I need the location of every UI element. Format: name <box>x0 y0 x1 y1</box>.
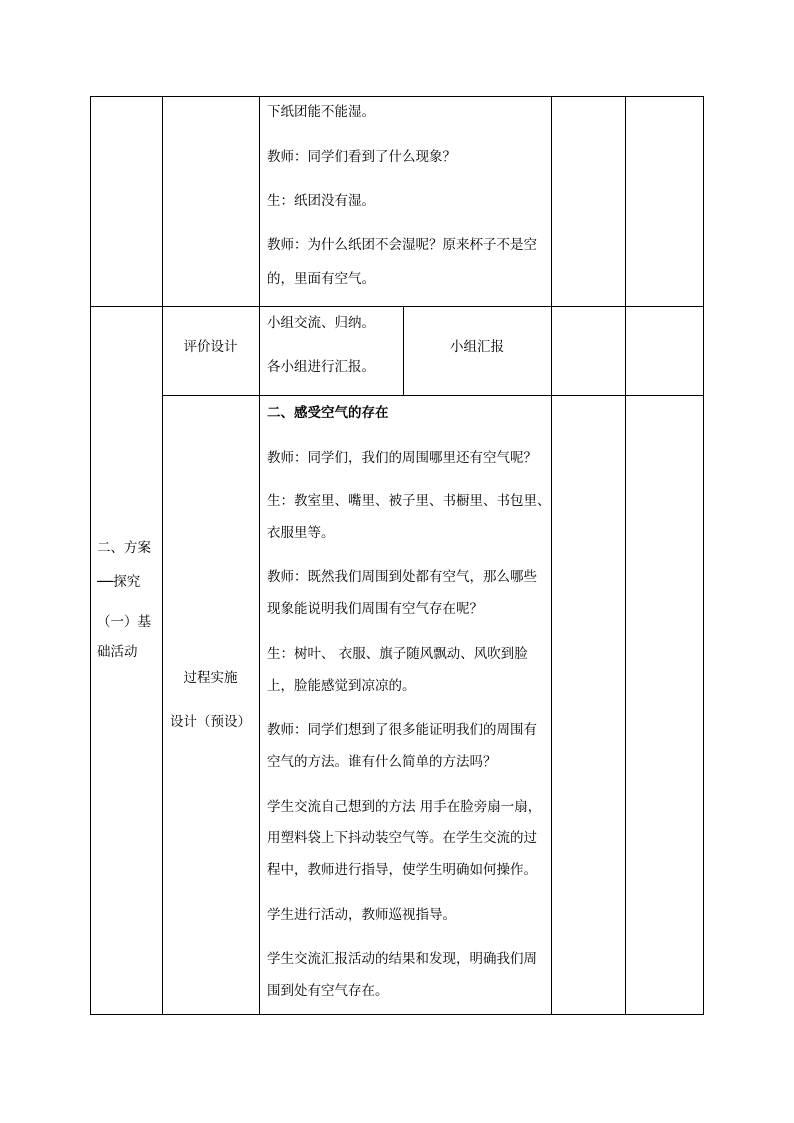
table-border-right <box>703 96 704 1015</box>
group-report-label: 小组汇报 <box>450 339 504 355</box>
section-label-line-2: ──探究 <box>97 574 141 590</box>
row3-line-1: 教师：同学们，我们的周围哪里还有空气呢？ <box>267 450 537 466</box>
row3-line-6: 生：树叶、 衣服、旗子随风飘动、风吹到脸 <box>267 646 528 662</box>
col-divider <box>625 96 626 1015</box>
row3-line-12: 程中，教师进行指导，使学生明确如何操作。 <box>267 862 537 878</box>
section-label-line-3: （一）基 <box>97 614 151 630</box>
col-divider <box>90 96 91 1015</box>
row3-line-4: 教师：既然我们周围到处都有空气，那么哪些 <box>267 569 537 585</box>
row3-line-9: 空气的方法。谁有什么简单的方法吗？ <box>267 754 497 770</box>
table-border-top <box>90 96 704 97</box>
row3-line-7: 上，脸能感觉到凉凉的。 <box>267 678 416 694</box>
row1-line-4: 教师：为什么纸团不会湿呢？原来杯子不是空 <box>267 237 537 253</box>
col-divider <box>551 96 552 1015</box>
row-divider <box>162 395 704 396</box>
col-divider <box>162 96 163 1015</box>
evaluation-design-label: 评价设计 <box>183 339 238 355</box>
row3-line-10: 学生交流自己想到的方法 用手在脸旁扇一扇， <box>267 799 542 815</box>
process-design-label-1: 过程实施 <box>183 670 238 686</box>
row1-line-1: 下纸团能不能湿。 <box>267 104 375 120</box>
row3-line-15: 围到处有空气存在。 <box>267 983 389 999</box>
section-label-line-4: 础活动 <box>97 644 138 660</box>
row3-line-13: 学生进行活动，教师巡视指导。 <box>267 907 456 923</box>
row3-line-3: 衣服里等。 <box>267 525 335 541</box>
section-heading: 二、感受空气的存在 <box>267 405 389 421</box>
row3-line-11: 用塑料袋上下抖动装空气等。在学生交流的过 <box>267 830 537 846</box>
row-divider <box>90 306 704 307</box>
row3-line-8: 教师：同学们想到了很多能证明我们的周围有 <box>267 722 537 738</box>
row2-line-1: 小组交流、归纳。 <box>267 315 375 331</box>
section-label-line-1: 二、方案 <box>97 540 151 556</box>
table-border-bottom <box>90 1014 704 1015</box>
row3-line-14: 学生交流汇报活动的结果和发现，明确我们周 <box>267 951 537 967</box>
row3-line-2: 生：教室里、嘴里、被子里、书橱里、书包里、 <box>267 493 551 509</box>
row3-line-5: 现象能说明我们周围有空气存在呢？ <box>267 601 483 617</box>
row1-line-2: 教师：同学们看到了什么现象？ <box>267 149 456 165</box>
row1-line-3: 生：纸团没有湿。 <box>267 193 375 209</box>
process-design-label-2: 设计（预设） <box>170 714 251 730</box>
row1-line-5: 的，里面有空气。 <box>267 271 375 287</box>
col-divider <box>259 96 260 1015</box>
row2-line-2: 各小组进行汇报。 <box>267 359 375 375</box>
